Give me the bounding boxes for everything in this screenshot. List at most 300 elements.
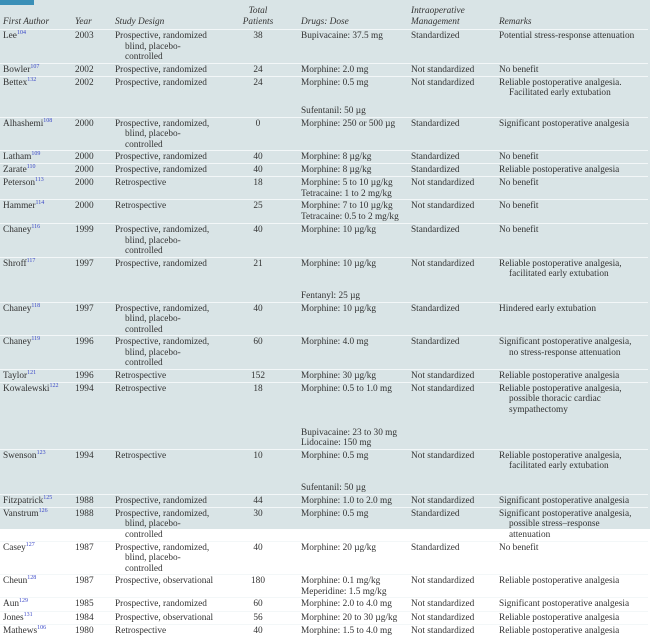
table-row (0, 494, 648, 507)
drug-dose: Meperidine: 1.5 mg/kg (301, 587, 405, 598)
total-patients-cell: 24 (218, 63, 298, 76)
study-design-line: Retrospective (115, 384, 215, 395)
remarks-cell (496, 369, 648, 382)
drug-dose: Sufentanil: 50 µg (301, 106, 405, 117)
study-design-line: blind, placebo-controlled (115, 42, 215, 63)
remark-line: No benefit (499, 201, 645, 212)
remarks-cell (496, 257, 648, 302)
reference-link[interactable]: 113 (35, 177, 44, 183)
drug-dose-group (301, 587, 405, 598)
drugs-dose-cell (298, 494, 408, 507)
reference-link[interactable]: 118 (31, 302, 40, 308)
remarks-cell (496, 541, 648, 575)
total-patients-cell: 40 (218, 164, 298, 177)
remark-line: Significant postoperative analgesia (499, 496, 645, 507)
intraoperative-management-cell: Not standardized (408, 612, 496, 625)
table-row (0, 164, 648, 177)
drugs-dose-cell (298, 117, 408, 151)
author-cell (0, 76, 72, 117)
total-patients-cell: 38 (218, 30, 298, 64)
author-cell (0, 224, 72, 258)
remarks-cell (496, 224, 648, 258)
header-intraoperative-management: Intraoperative Management (408, 5, 496, 30)
table-row (0, 369, 648, 382)
remarks-cell (496, 575, 648, 598)
intraoperative-management-cell: Not standardized (408, 449, 496, 494)
author-name: Jones (3, 613, 24, 623)
remark-line: Reliable postoperative analgesia, (499, 451, 645, 462)
study-design-line: Prospective, randomized (115, 65, 215, 76)
year-cell: 2000 (72, 117, 112, 151)
study-design-line: Prospective, randomized, (115, 543, 215, 554)
intraoperative-management-cell: Not standardized (408, 575, 496, 598)
study-design-cell (112, 30, 218, 64)
reference-link[interactable]: 106 (37, 625, 46, 631)
header-first-author: First Author (0, 5, 72, 30)
reference-link[interactable]: 128 (27, 575, 36, 581)
study-design-line: blind, placebo-controlled (115, 129, 215, 150)
remark-line: Reliable postoperative analgesia (499, 613, 645, 624)
remark-line: Reliable postoperative analgesia, (499, 384, 645, 395)
study-design-cell (112, 507, 218, 541)
reference-link[interactable]: 121 (27, 369, 36, 375)
drugs-dose-cell (298, 336, 408, 370)
study-design-cell (112, 382, 218, 449)
study-design-cell (112, 257, 218, 302)
remark-line: possible stress–response (499, 519, 645, 530)
table-row (0, 151, 648, 164)
remark-line: Reliable postoperative analgesia. (499, 78, 645, 89)
study-design-cell (112, 164, 218, 177)
drugs-list (301, 78, 405, 117)
year-cell: 1996 (72, 336, 112, 370)
table-row (0, 612, 648, 625)
reference-link[interactable]: 131 (24, 612, 33, 618)
study-design-cell (112, 336, 218, 370)
total-patients-cell: 24 (218, 76, 298, 117)
reference-link[interactable]: 109 (31, 151, 40, 157)
author-name: Kowalewski (3, 384, 49, 394)
total-patients-cell: 18 (218, 177, 298, 200)
intraoperative-management-cell: Not standardized (408, 382, 496, 449)
drugs-dose-cell (298, 369, 408, 382)
year-cell: 2000 (72, 200, 112, 224)
intraoperative-management-cell: Standardized (408, 302, 496, 336)
year-cell: 1996 (72, 369, 112, 382)
drugs-list (301, 304, 405, 336)
study-design-cell (112, 494, 218, 507)
table-row (0, 117, 648, 151)
reference-link[interactable]: 122 (49, 382, 58, 388)
drug-dose: Sufentanil: 50 µg (301, 483, 405, 494)
drugs-list (301, 576, 405, 597)
total-patients-cell: 25 (218, 200, 298, 224)
author-name: Shroff (3, 259, 27, 269)
drug-dose: Morphine: 20 to 30 µg/kg (301, 613, 405, 624)
study-design-line: Prospective, randomized, (115, 225, 215, 236)
author-cell (0, 382, 72, 449)
drug-dose-group (301, 291, 405, 302)
author-cell (0, 598, 72, 612)
drug-dose: Lidocaine: 150 mg (301, 438, 405, 449)
drug-dose: Morphine: 0.5 mg (301, 451, 405, 462)
remark-line: no stress-response attenuation (499, 348, 645, 359)
intraoperative-management-cell: Standardized (408, 151, 496, 164)
remark-line: No benefit (499, 178, 645, 189)
study-design-line: Prospective, randomized, (115, 337, 215, 348)
author-name: Lee (3, 31, 17, 41)
table-row (0, 302, 648, 336)
author-name: Taylor (3, 371, 27, 381)
drugs-list (301, 384, 405, 449)
intraoperative-management-cell: Not standardized (408, 494, 496, 507)
drugs-dose-cell (298, 30, 408, 64)
drug-dose: Morphine: 8 µg/kg (301, 165, 405, 176)
intraoperative-management-cell: Not standardized (408, 177, 496, 200)
author-name: Chaney (3, 337, 31, 347)
drugs-dose-cell (298, 224, 408, 258)
drugs-dose-cell (298, 63, 408, 76)
remark-line: possible thoracic cardiac (499, 394, 645, 405)
remark-line: Significant postoperative analgesia, (499, 509, 645, 520)
author-cell (0, 369, 72, 382)
author-cell (0, 612, 72, 625)
intraoperative-management-cell: Not standardized (408, 257, 496, 302)
study-design-line: blind, placebo-controlled (115, 348, 215, 369)
reference-link[interactable]: 132 (27, 76, 36, 82)
study-design-line: Prospective, randomized (115, 78, 215, 89)
year-cell: 1987 (72, 575, 112, 598)
total-patients-cell: 40 (218, 541, 298, 575)
reference-link[interactable]: 114 (36, 200, 45, 206)
study-design-line: Prospective, randomized (115, 152, 215, 163)
drugs-list (301, 152, 405, 163)
reference-link[interactable]: 116 (31, 224, 40, 230)
intraoperative-management-cell: Not standardized (408, 625, 496, 637)
table-row (0, 30, 648, 64)
drugs-dose-cell (298, 382, 408, 449)
total-patients-cell: 40 (218, 302, 298, 336)
drug-dose: Morphine: 10 µg/kg (301, 259, 405, 270)
table-row (0, 598, 648, 612)
intraoperative-management-cell: Standardized (408, 336, 496, 370)
remark-line: Significant postoperative analgesia (499, 599, 645, 610)
remarks-cell (496, 200, 648, 224)
table-row (0, 336, 648, 370)
drugs-list (301, 599, 405, 611)
study-design-line: Retrospective (115, 451, 215, 462)
reference-link[interactable]: 117 (27, 257, 36, 263)
remark-line: No benefit (499, 543, 645, 554)
drugs-dose-cell (298, 164, 408, 177)
header-remarks: Remarks (496, 5, 648, 30)
table-row (0, 449, 648, 494)
author-name: Zarate (3, 165, 27, 175)
drugs-dose-cell (298, 541, 408, 575)
study-design-cell (112, 63, 218, 76)
remarks-cell (496, 625, 648, 637)
reference-link[interactable]: 110 (27, 164, 36, 170)
intraoperative-management-cell: Standardized (408, 117, 496, 151)
drugs-dose-cell (298, 257, 408, 302)
drug-dose: Morphine: 0.5 mg (301, 509, 405, 520)
study-design-line: Prospective, randomized (115, 165, 215, 176)
total-patients-cell: 180 (218, 575, 298, 598)
author-name: Peterson (3, 178, 35, 188)
author-cell (0, 151, 72, 164)
study-design-line: Prospective, randomized, (115, 304, 215, 315)
total-patients-cell: 60 (218, 336, 298, 370)
year-cell: 2000 (72, 177, 112, 200)
remark-line: Facilitated early extubation (499, 88, 645, 99)
drug-dose: Morphine: 250 or 500 µg (301, 119, 405, 130)
drugs-list (301, 509, 405, 541)
reference-link[interactable]: 129 (19, 598, 28, 604)
remarks-cell (496, 494, 648, 507)
author-name: Cheun (3, 576, 27, 586)
author-cell (0, 177, 72, 200)
author-name: Aun (3, 599, 19, 609)
total-patients-cell: 152 (218, 369, 298, 382)
table-row (0, 76, 648, 117)
study-design-cell (112, 625, 218, 637)
header-total-patients: Total Patients (218, 5, 298, 30)
author-name: Latham (3, 152, 31, 162)
drug-dose: Morphine: 20 µg/kg (301, 543, 405, 554)
total-patients-cell: 18 (218, 382, 298, 449)
remark-line: Reliable postoperative analgesia, (499, 259, 645, 270)
remark-line: Reliable postoperative analgesia (499, 626, 645, 637)
intraoperative-management-cell: Standardized (408, 164, 496, 177)
author-name: Mathews (3, 626, 37, 636)
study-design-cell (112, 369, 218, 382)
reference-link[interactable]: 104 (17, 30, 26, 36)
drugs-list (301, 65, 405, 76)
author-name: Bettex (3, 78, 27, 88)
reference-link[interactable]: 119 (31, 336, 40, 342)
remark-line: facilitated early extubation (499, 461, 645, 472)
drugs-list (301, 165, 405, 176)
remarks-cell (496, 302, 648, 336)
study-design-cell (112, 612, 218, 625)
study-design-line: Retrospective (115, 626, 215, 637)
reference-link[interactable]: 125 (43, 494, 52, 500)
study-design-cell (112, 541, 218, 575)
study-design-line: blind, placebo-controlled (115, 314, 215, 335)
drugs-list (301, 613, 405, 624)
year-cell: 1997 (72, 257, 112, 302)
author-name: Fitzpatrick (3, 496, 43, 506)
study-design-cell (112, 76, 218, 117)
author-name: Casey (3, 543, 26, 553)
remarks-cell (496, 117, 648, 151)
total-patients-cell: 44 (218, 494, 298, 507)
remark-line: Reliable postoperative analgesia (499, 165, 645, 176)
intraoperative-management-cell: Standardized (408, 30, 496, 64)
drug-dose: Morphine: 8 µg/kg (301, 152, 405, 163)
drugs-dose-cell (298, 575, 408, 598)
remarks-cell (496, 151, 648, 164)
study-design-cell (112, 449, 218, 494)
header-year: Year (72, 5, 112, 30)
study-design-cell (112, 575, 218, 598)
study-design-cell (112, 302, 218, 336)
drug-dose-group (301, 483, 405, 494)
author-cell (0, 164, 72, 177)
header-row (0, 5, 648, 30)
author-cell (0, 541, 72, 575)
author-cell (0, 302, 72, 336)
drug-dose: Morphine: 5 to 10 µg/kg (301, 178, 405, 189)
drugs-dose-cell (298, 449, 408, 494)
total-patients-cell: 40 (218, 224, 298, 258)
study-design-line: Retrospective (115, 178, 215, 189)
intraoperative-management-cell: Not standardized (408, 369, 496, 382)
study-design-cell (112, 200, 218, 224)
year-cell: 2002 (72, 63, 112, 76)
year-cell: 1994 (72, 382, 112, 449)
remark-line: facilitated early extubation (499, 269, 645, 280)
remarks-cell (496, 382, 648, 449)
drugs-dose-cell (298, 612, 408, 625)
drugs-dose-cell (298, 625, 408, 637)
drug-dose-group (301, 212, 405, 223)
study-design-line: Prospective, observational (115, 576, 215, 587)
intraoperative-management-cell: Not standardized (408, 63, 496, 76)
table-row (0, 200, 648, 224)
author-cell (0, 63, 72, 76)
table-row (0, 177, 648, 200)
drugs-dose-cell (298, 302, 408, 336)
intraoperative-management-cell: Standardized (408, 224, 496, 258)
study-design-cell (112, 117, 218, 151)
study-design-cell (112, 224, 218, 258)
drug-dose: Tetracaine: 1 to 2 mg/kg (301, 189, 405, 200)
year-cell: 1994 (72, 449, 112, 494)
author-name: Hammer (3, 201, 36, 211)
study-design-cell (112, 598, 218, 612)
drugs-list (301, 31, 405, 63)
drug-dose-group (301, 106, 405, 117)
drug-dose: Morphine: 2.0 to 4.0 mg (301, 599, 405, 610)
header-study-design: Study Design (112, 5, 218, 30)
reference-link[interactable]: 108 (43, 117, 52, 123)
author-name: Swenson (3, 451, 37, 461)
year-cell: 1997 (72, 302, 112, 336)
total-patients-cell: 40 (218, 625, 298, 637)
remark-line: No benefit (499, 152, 645, 163)
drug-dose: Morphine: 7 to 10 µg/kg (301, 201, 405, 212)
table-row (0, 382, 648, 449)
total-patients-cell: 10 (218, 449, 298, 494)
drug-dose: Morphine: 2.0 mg (301, 65, 405, 76)
author-cell (0, 30, 72, 64)
remarks-cell (496, 164, 648, 177)
author-cell (0, 625, 72, 637)
drugs-list (301, 496, 405, 507)
drug-dose: Morphine: 1.5 to 4.0 mg (301, 626, 405, 637)
year-cell: 1988 (72, 507, 112, 541)
drugs-list (301, 225, 405, 257)
reference-link[interactable]: 127 (26, 541, 35, 547)
study-design-line: Prospective, randomized, (115, 509, 215, 520)
author-name: Bowler (3, 65, 30, 75)
drug-dose: Morphine: 4.0 mg (301, 337, 405, 348)
remarks-cell (496, 336, 648, 370)
year-cell: 1980 (72, 625, 112, 637)
drugs-dose-cell (298, 200, 408, 224)
drug-dose: Morphine: 10 µg/kg (301, 304, 405, 315)
remarks-cell (496, 76, 648, 117)
reference-link[interactable]: 107 (30, 63, 39, 69)
drug-dose: Morphine: 0.5 mg (301, 78, 405, 89)
drugs-list (301, 201, 405, 223)
study-design-line: Prospective, randomized (115, 599, 215, 610)
drug-dose-group (301, 428, 405, 449)
reference-link[interactable]: 126 (39, 507, 48, 513)
drug-dose: Fentanyl: 25 µg (301, 291, 405, 302)
table-row (0, 507, 648, 541)
remark-line: No benefit (499, 225, 645, 236)
study-design-line: Prospective, observational (115, 613, 215, 624)
total-patients-cell: 0 (218, 117, 298, 151)
intraoperative-management-cell: Not standardized (408, 598, 496, 612)
drugs-list (301, 178, 405, 199)
study-design-line: blind, placebo-controlled (115, 519, 215, 540)
year-cell: 1999 (72, 224, 112, 258)
year-cell: 2000 (72, 164, 112, 177)
year-cell: 2002 (72, 76, 112, 117)
study-design-cell (112, 177, 218, 200)
total-patients-cell: 40 (218, 151, 298, 164)
total-patients-cell: 60 (218, 598, 298, 612)
author-cell (0, 200, 72, 224)
table-row (0, 63, 648, 76)
remark-line: Significant postoperative analgesia (499, 119, 645, 130)
remark-line: Significant postoperative analgesia, (499, 337, 645, 348)
remark-line: Potential stress-response attenuation (499, 31, 645, 42)
author-cell (0, 575, 72, 598)
reference-link[interactable]: 123 (37, 449, 46, 455)
author-name: Chaney (3, 225, 31, 235)
drugs-dose-cell (298, 598, 408, 612)
drug-dose: Tetracaine: 0.5 to 2 mg/kg (301, 212, 405, 223)
author-cell (0, 336, 72, 370)
drugs-list (301, 371, 405, 382)
drugs-dose-cell (298, 76, 408, 117)
table-row (0, 257, 648, 302)
remarks-cell (496, 507, 648, 541)
drug-dose: Morphine: 0.1 mg/kg (301, 576, 405, 587)
study-design-line: Retrospective (115, 371, 215, 382)
drugs-dose-cell (298, 151, 408, 164)
year-cell: 1985 (72, 598, 112, 612)
intraoperative-management-cell: Not standardized (408, 200, 496, 224)
header-drugs-dose: Drugs: Dose (298, 5, 408, 30)
table-row (0, 625, 648, 637)
table-row (0, 224, 648, 258)
study-design-line: blind, placebo-controlled (115, 553, 215, 574)
drugs-list (301, 259, 405, 302)
remarks-cell (496, 598, 648, 612)
total-patients-cell: 30 (218, 507, 298, 541)
table-row (0, 575, 648, 598)
year-cell: 1988 (72, 494, 112, 507)
study-design-line: Prospective, randomized (115, 496, 215, 507)
study-design-line: blind, placebo-controlled (115, 236, 215, 257)
drugs-dose-cell (298, 177, 408, 200)
intraoperative-management-cell: Standardized (408, 507, 496, 541)
